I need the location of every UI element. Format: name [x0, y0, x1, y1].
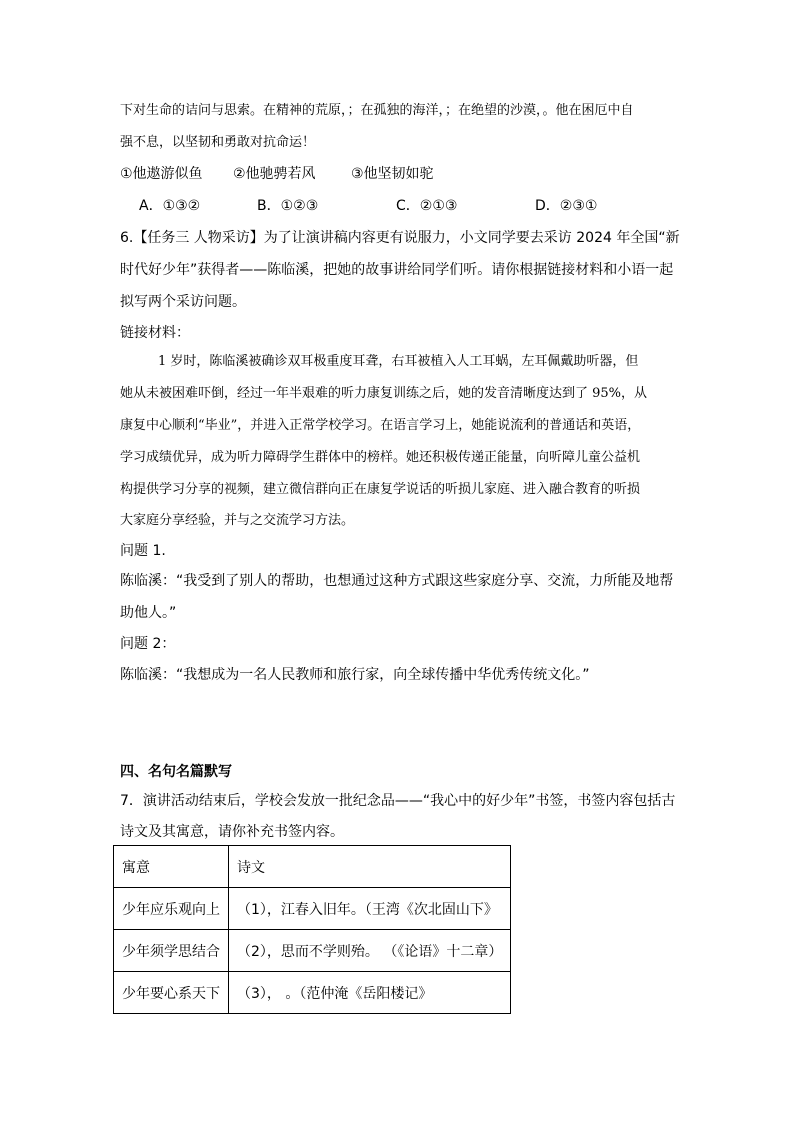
choice-item: ①他遨游似鱼 [120, 166, 203, 182]
question-6-text: 拟写两个采访问题。 [120, 294, 246, 310]
question-7-text: 7．演讲活动结束后，学校会发放一批纪念品——“我心中的好少年”书签，书签内容包括古 [120, 793, 676, 809]
choice-list [120, 164, 434, 184]
question-2-label: 问题 2： [120, 636, 176, 652]
question-6-text: 6.【任务三 人物采访】为了让演讲稿内容更有说服力，小文同学要去采访 2024 年全国“新 [120, 230, 680, 246]
table-header-row [114, 846, 511, 888]
material-line: 她从未被困难吓倒，经过一年半艰难的听力康复训练之后，她的发音清晰度达到了 95%，从 [120, 386, 648, 401]
option-c: C．②①③ [396, 198, 458, 214]
question-1-label: 问题 1. [120, 543, 166, 559]
table-header: 诗文 [229, 846, 511, 888]
table-cell: 少年须学思结合 [114, 930, 229, 972]
material-line: 康复中心顺利“毕业”，并进入正常学校学习。在语言学习上，她能说流利的普通话和英语， [120, 418, 641, 433]
table-row [114, 888, 511, 930]
answer-1-text: 助他人。” [120, 605, 177, 621]
material-line: 大家庭分享经验，并与之交流学习方法。 [120, 513, 355, 528]
table-cell: （3）， 。（范仲淹《岳阳楼记》 [229, 972, 511, 1014]
question-6-text: 时代好少年”获得者——陈临溪，把她的故事讲给同学们听。请你根据链接材料和小语一起 [120, 262, 674, 278]
answer-2-text: 陈临溪：“我想成为一名人民教师和旅行家，向全球传播中华优秀传统文化。” [120, 667, 590, 683]
section-heading: 四、名句名篇默写 [120, 764, 232, 780]
option-d: D．②③① [535, 198, 598, 214]
answer-options [139, 196, 597, 216]
option-b: B．①②③ [257, 198, 319, 214]
choice-item: ③他坚韧如驼 [351, 166, 434, 182]
material-line: 构提供学习分享的视频，建立微信群向正在康复学说话的听损儿家庭、进入融合教育的听损 [120, 482, 641, 497]
table-header: 寓意 [114, 846, 229, 888]
table-cell: （2），思而不学则殆。 （《论语》十二章） [229, 930, 511, 972]
choice-item: ②他驰骋若风 [233, 166, 316, 182]
table-row [114, 972, 511, 1014]
material-label: 链接材料： [120, 325, 190, 341]
table-cell: 少年应乐观向上 [114, 888, 229, 930]
passage-line: 强不息，以坚韧和勇敢对抗命运！ [120, 135, 316, 150]
table-row [114, 930, 511, 972]
option-a: A．①③② [139, 198, 201, 214]
table-cell: （1），江春入旧年。（王湾《次北固山下》 [229, 888, 511, 930]
bookmark-table [113, 845, 511, 1014]
answer-1-text: 陈临溪：“我受到了别人的帮助，也想通过这种方式跟这些家庭分享、交流，力所能及地帮 [120, 573, 674, 589]
material-line: 1 岁时，陈临溪被确诊双耳极重度耳聋，右耳被植入人工耳蜗，左耳佩戴助听器，但 [158, 354, 639, 369]
table-cell: 少年要心系天下 [114, 972, 229, 1014]
question-7-text: 诗文及其寓意，请你补充书签内容。 [120, 824, 344, 840]
passage-line: 下对生命的诘问与思索。在精神的荒原，；在孤独的海洋，；在绝望的沙漠，。他在困厄中自 [120, 103, 634, 118]
material-line: 学习成绩优异，成为听力障碍学生群体中的榜样。她还积极传递正能量，向听障儿童公益机 [120, 450, 641, 465]
